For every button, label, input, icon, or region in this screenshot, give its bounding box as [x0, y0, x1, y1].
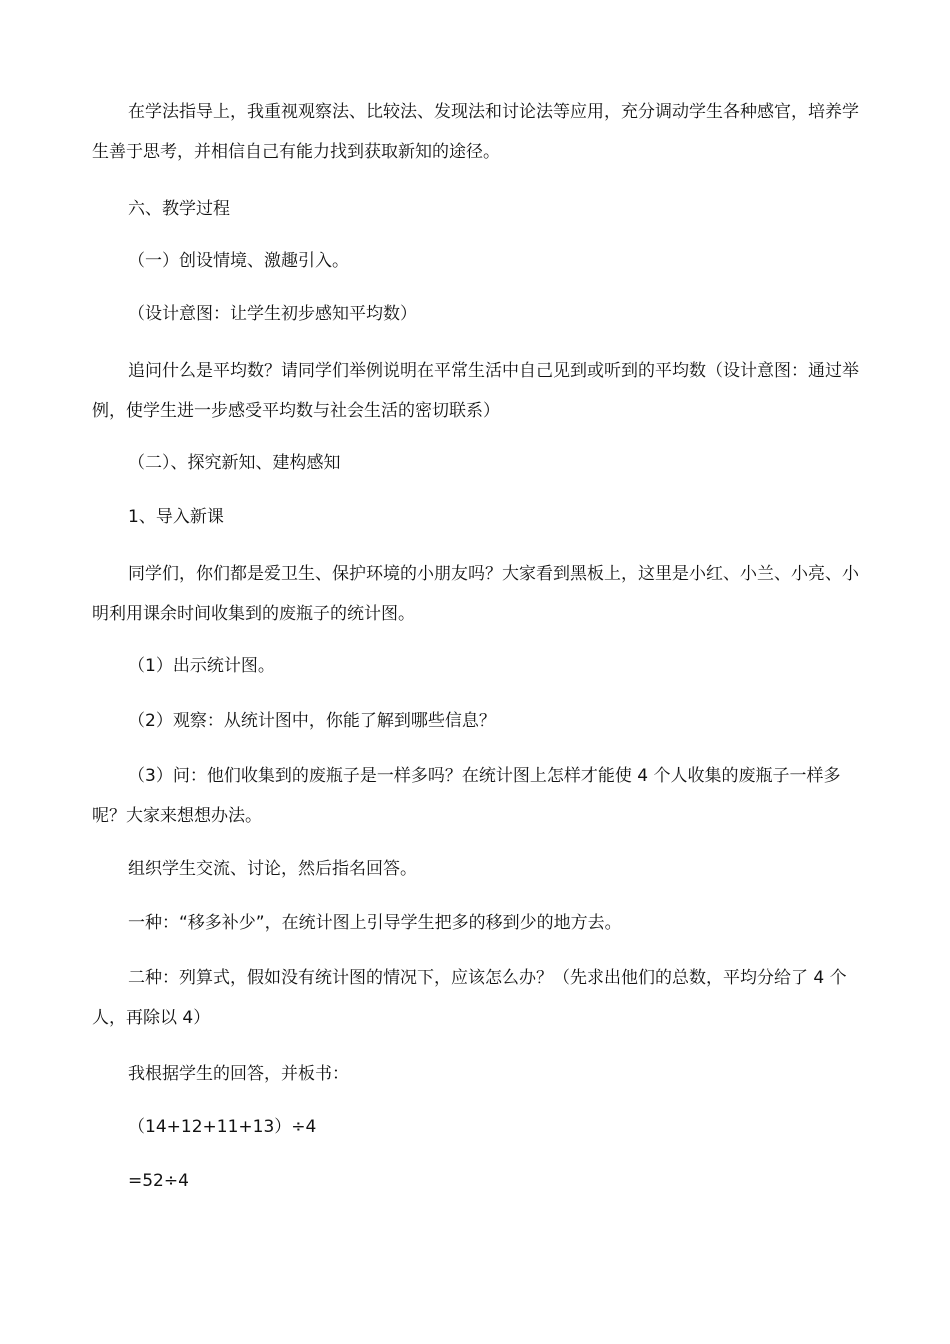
- paragraph-design-intent-1: （设计意图：让学生初步感知平均数）: [128, 304, 417, 324]
- subheading-explore: （二）、探究新知、建构感知: [128, 453, 341, 473]
- paragraph-follow-up-question: 追问什么是平均数？请同学们举例说明在平常生活中自己见到或听到的平均数（设计意图：通过举例，使学生进一步感受平均数与社会生活的密切联系）: [92, 361, 859, 421]
- paragraph-study-methods: 在学法指导上，我重视观察法、比较法、发现法和讨论法等应用，充分调动学生各种感官，培养学生善于思考，并相信自己有能力找到获取新知的途径。: [92, 102, 859, 162]
- paragraph-organize-discussion: 组织学生交流、讨论，然后指名回答。: [128, 859, 417, 879]
- document-page: [92, 88, 862, 1318]
- section-heading-teaching-process: 六、教学过程: [128, 199, 230, 219]
- paragraph-method-two: 二种：列算式，假如没有统计图的情况下，应该怎么办？（先求出他们的总数，平均分给了 4 个人，再除以 4）: [92, 968, 847, 1028]
- paragraph-blackboard-writing: 我根据学生的回答，并板书：: [128, 1064, 349, 1084]
- formula-line-1: （14+12+11+13）÷4: [128, 1117, 317, 1137]
- paragraph-classmates-intro: 同学们，你们都是爱卫生、保护环境的小朋友吗？大家看到黑板上，这里是小红、小兰、小亮、小明利用课余时间收集到的废瓶子的统计图。: [92, 564, 859, 624]
- list-item-observe: （2）观察：从统计图中，你能了解到哪些信息？: [128, 711, 496, 731]
- formula-line-2: =52÷4: [128, 1171, 189, 1191]
- list-item-show-chart: （1）出示统计图。: [128, 656, 275, 676]
- subheading-introduce-lesson: 1、导入新课: [128, 507, 224, 527]
- list-item-question: （3）问：他们收集到的废瓶子是一样多吗？在统计图上怎样才能使 4 个人收集的废瓶子一样多呢？大家来想想办法。: [92, 766, 841, 826]
- paragraph-method-one: 一种：“移多补少”，在统计图上引导学生把多的移到少的地方去。: [128, 913, 622, 933]
- subheading-situation: （一）创设情境、激趣引入。: [128, 251, 349, 271]
